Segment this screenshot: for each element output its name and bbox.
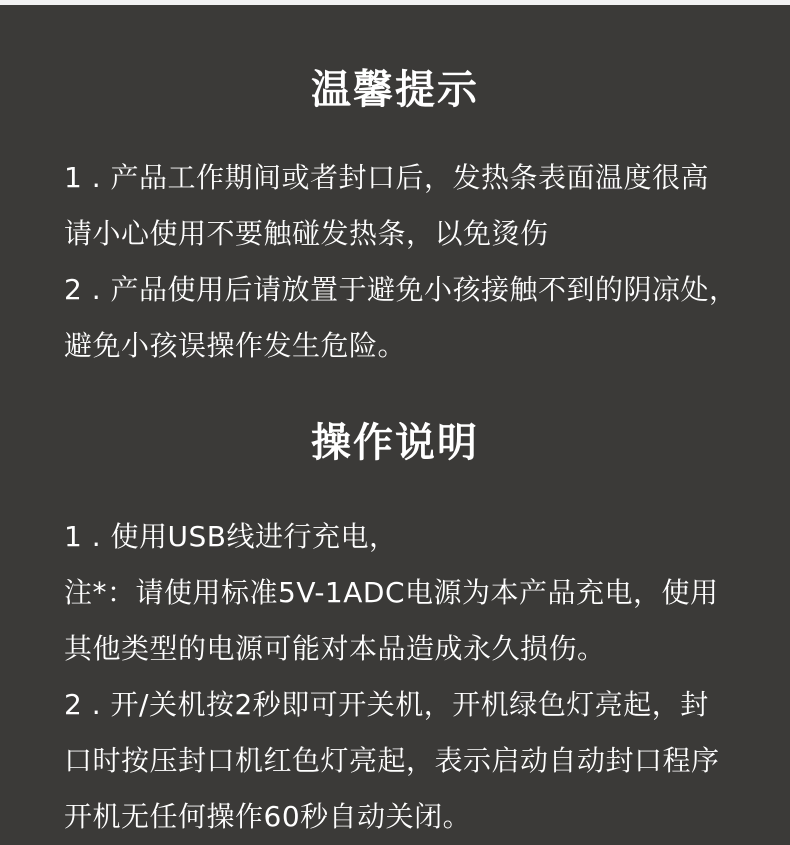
instructions-title: 操作说明 [311, 420, 479, 466]
warm-tips-title: 温馨提示 [311, 67, 479, 113]
instructions-section [0, 415, 790, 845]
instructions-line: 1 . 使用USB线进行充电， [64, 520, 398, 553]
instructions-line: 口时按压封口机红色灯亮起，表示启动自动封口程序 [64, 744, 720, 777]
instructions-line: 开机无任何操作60秒自动关闭。 [64, 800, 472, 833]
warm-tips-line: 请小心使用不要触碰发热条，以免烫伤 [64, 217, 549, 250]
warm-tips-line: 避免小孩误操作发生危险。 [64, 329, 407, 362]
instructions-line: 其他类型的电源可能对本品造成永久损伤。 [64, 632, 606, 665]
warm-tips-section [0, 62, 790, 374]
instructions-list [0, 509, 790, 845]
warm-tips-line: 2 . 产品使用后请放置于避免小孩接触不到的阴凉处， [64, 273, 738, 306]
warm-tips-line: 1 . 产品工作期间或者封口后，发热条表面温度很高 [64, 161, 710, 194]
warm-tips-list [0, 150, 790, 374]
instructions-line: 注*：请使用标准5V-1ADC电源为本产品充电，使用 [64, 576, 719, 609]
top-edge-strip [0, 0, 790, 5]
instructions-line: 2 . 开/关机按2秒即可开关机，开机绿色灯亮起，封 [64, 688, 709, 721]
